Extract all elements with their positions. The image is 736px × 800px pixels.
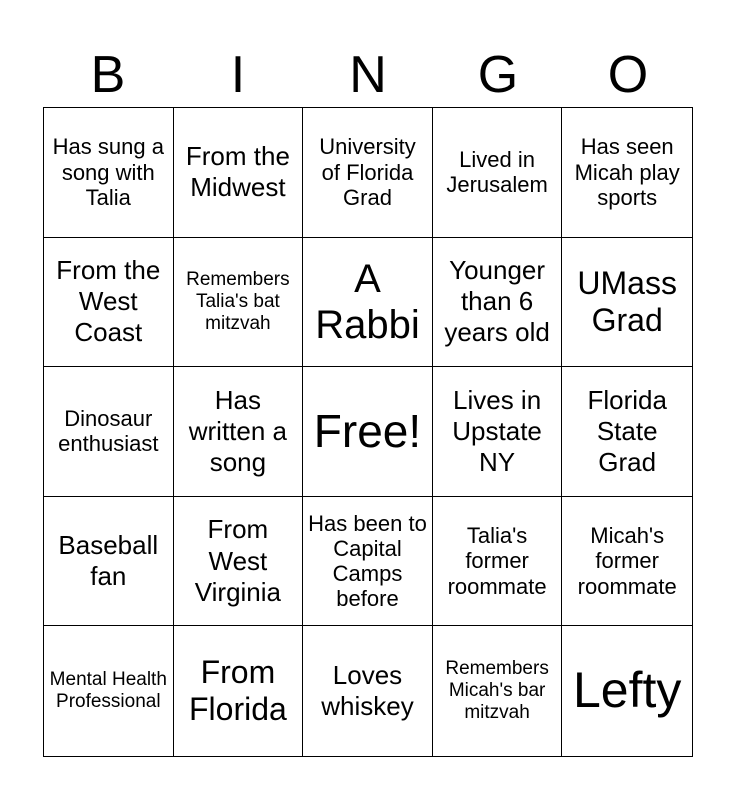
bingo-cell[interactable]: Remembers Micah's bar mitzvah bbox=[433, 626, 563, 756]
bingo-cell[interactable]: Talia's former roommate bbox=[433, 497, 563, 627]
bingo-cell[interactable]: From West Virginia bbox=[174, 497, 304, 627]
header-letter-i: I bbox=[230, 46, 246, 104]
header-letter-b: B bbox=[90, 46, 126, 104]
bingo-cell[interactable]: Baseball fan bbox=[44, 497, 174, 627]
bingo-cell[interactable]: A Rabbi bbox=[303, 238, 433, 368]
bingo-cell[interactable]: Dinosaur enthusiast bbox=[44, 367, 174, 497]
bingo-cell[interactable]: From the West Coast bbox=[44, 238, 174, 368]
bingo-cell[interactable]: Loves whiskey bbox=[303, 626, 433, 756]
bingo-cell[interactable]: Micah's former roommate bbox=[562, 497, 692, 627]
bingo-cell[interactable]: Has sung a song with Talia bbox=[44, 108, 174, 238]
bingo-cell[interactable]: UMass Grad bbox=[562, 238, 692, 368]
header-letter-o: O bbox=[607, 46, 649, 104]
bingo-cell[interactable]: University of Florida Grad bbox=[303, 108, 433, 238]
header-letter-g: G bbox=[477, 46, 519, 104]
bingo-cell[interactable]: Has seen Micah play sports bbox=[562, 108, 692, 238]
bingo-cell[interactable]: Has written a song bbox=[174, 367, 304, 497]
bingo-cell[interactable]: Remembers Talia's bat mitzvah bbox=[174, 238, 304, 368]
bingo-cell[interactable]: Has been to Capital Camps before bbox=[303, 497, 433, 627]
bingo-cell[interactable]: Lives in Upstate NY bbox=[433, 367, 563, 497]
bingo-cell[interactable]: Florida State Grad bbox=[562, 367, 692, 497]
bingo-header bbox=[43, 44, 693, 106]
bingo-cell-free[interactable]: Free! bbox=[303, 367, 433, 497]
bingo-cell[interactable]: From the Midwest bbox=[174, 108, 304, 238]
bingo-cell[interactable]: Mental Health Professional bbox=[44, 626, 174, 756]
bingo-cell[interactable]: From Florida bbox=[174, 626, 304, 756]
bingo-cell[interactable]: Lefty bbox=[572, 662, 682, 719]
header-letter-n: N bbox=[349, 46, 387, 104]
bingo-cell[interactable]: Younger than 6 years old bbox=[433, 238, 563, 368]
bingo-board bbox=[43, 107, 693, 757]
bingo-cell[interactable]: Lived in Jerusalem bbox=[433, 108, 563, 238]
